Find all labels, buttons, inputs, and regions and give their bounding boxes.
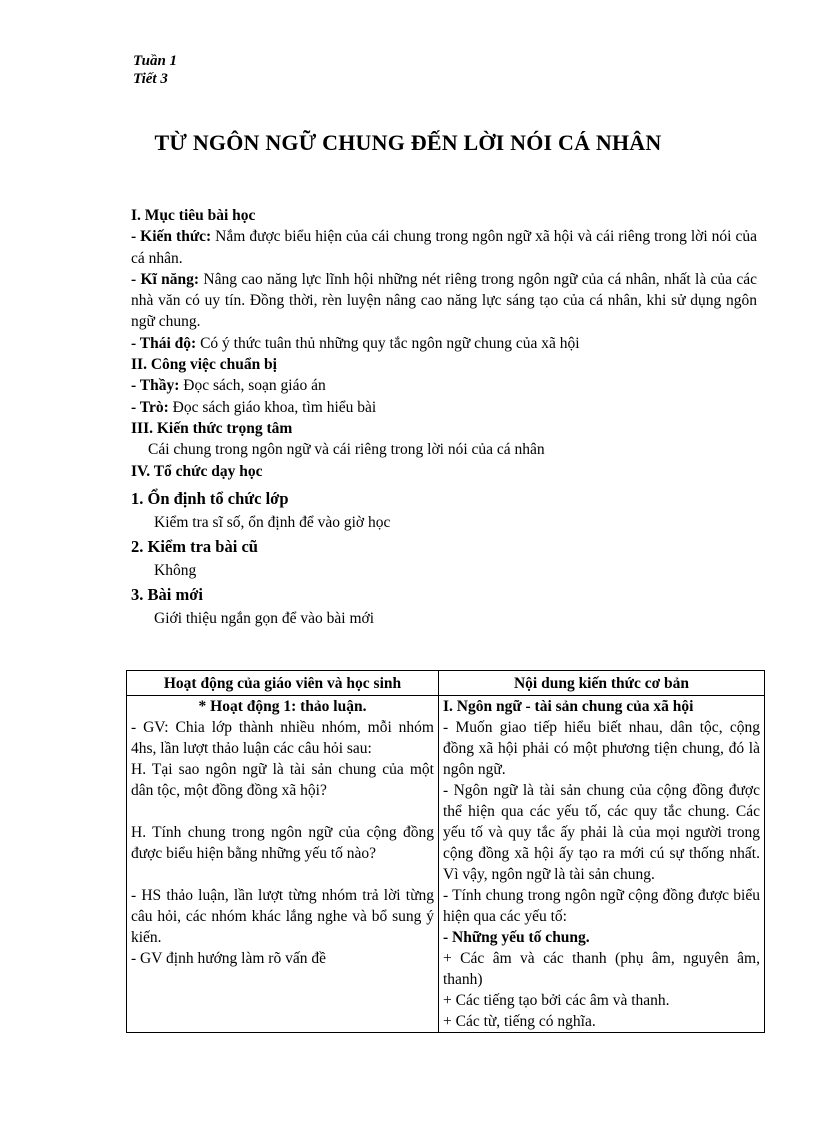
step2-heading: 2. Kiểm tra bài cũ <box>131 537 258 556</box>
lesson-header <box>133 52 177 88</box>
attitude-label: - Thái độ: <box>131 334 197 352</box>
objectives-heading: I. Mục tiêu bài học <box>131 207 256 224</box>
lesson-title: TỪ NGÔN NGỮ CHUNG ĐẾN LỜI NÓI CÁ NHÂN <box>154 130 662 155</box>
org-heading: IV. Tổ chức dạy học <box>131 462 263 480</box>
content-paragraph: + Các tiếng tạo bởi các âm và thanh. <box>443 992 670 1009</box>
teacher-label: - Thầy: <box>131 377 180 395</box>
activity-paragraph: - GV: Chia lớp thành nhiều nhóm, mỗi nhóm 4hs, lần lượt thảo luận các câu hỏi sau: <box>131 719 434 757</box>
teacher-text: Đọc sách, soạn giáo án <box>179 377 326 395</box>
teacher-item <box>131 375 757 396</box>
content-paragraph: - Ngôn ngữ là tài sản chung của cộng đồng được thể hiện qua các yếu tố, các quy tắc chung. Các yếu tố và quy tắc ấy phải là của mọi người trong cộng đồng xã hội ấy tạo ra mới cú sự thống nhất. Vì vậy, ngôn ngữ là tài sản chung. <box>443 782 760 883</box>
knowledge-item <box>131 226 757 269</box>
table-row <box>127 696 765 1033</box>
content-paragraph: - Muốn giao tiếp hiểu biết nhau, dân tộc, cộng đồng xã hội phải có một phương tiện chung, đó là ngôn ngữ. <box>443 719 760 778</box>
skills-label: - Kĩ năng: <box>131 270 200 288</box>
knowledge-text: Nắm được biểu hiện của cái chung trong ngôn ngữ xã hội và cái riêng trong lời nói của cá nhân. <box>131 228 757 267</box>
focus-heading: III. Kiến thức trọng tâm <box>131 419 293 437</box>
table-header-row <box>127 671 765 696</box>
content-paragraph: + Các từ, tiếng có nghĩa. <box>443 1013 596 1030</box>
step3-text: Giới thiệu ngắn gọn để vào bài mới <box>154 610 375 627</box>
content-subheading: - Những yếu tố chung. <box>443 929 590 946</box>
week-label: Tuần 1 <box>133 53 178 69</box>
activities-cell <box>127 696 439 1033</box>
lesson-table <box>126 670 765 1033</box>
table-header-content: Nội dung kiến thức cơ bản <box>439 671 765 696</box>
student-label: - Trò: <box>131 398 169 416</box>
step1-heading: 1. Ổn định tổ chức lớp <box>131 489 289 508</box>
table-header-activities: Hoạt động của giáo viên và học sinh <box>127 671 439 696</box>
content-paragraph: + Các âm và các thanh (phụ âm, nguyên âm, thanh) <box>443 950 760 988</box>
knowledge-label: - Kiến thức: <box>131 228 212 246</box>
content-heading: I. Ngôn ngữ - tài sản chung của xã hội <box>443 698 694 715</box>
activity-paragraph: H. Tính chung trong ngôn ngữ của cộng đồng được biểu hiện bằng những yếu tố nào? <box>131 824 434 862</box>
lesson-body <box>131 205 757 482</box>
step3-heading: 3. Bài mới <box>131 585 203 604</box>
focus-text: Cái chung trong ngôn ngữ và cái riêng trong lời nói của cá nhân <box>148 441 545 459</box>
activity-paragraph: - GV định hướng làm rõ vấn đề <box>131 950 326 967</box>
activity-title: * Hoạt động 1: thảo luận. <box>198 698 367 715</box>
content-cell <box>439 696 765 1033</box>
prep-heading: II. Công việc chuẩn bị <box>131 356 277 374</box>
step2-text: Không <box>154 562 197 579</box>
skills-item <box>131 269 757 333</box>
activity-paragraph: - HS thảo luận, lần lượt từng nhóm trả lời từng câu hỏi, các nhóm khác lắng nghe và bổ sung ý kiến. <box>131 887 434 946</box>
attitude-text: Có ý thức tuân thủ những quy tắc ngôn ngữ chung của xã hội <box>196 334 580 352</box>
activity-paragraph: H. Tại sao ngôn ngữ là tài sản chung của một dân tộc, một đồng đồng xã hội? <box>131 761 434 799</box>
attitude-item <box>131 333 757 354</box>
period-label: Tiết 3 <box>133 71 168 87</box>
student-text: Đọc sách giáo khoa, tìm hiểu bài <box>168 398 377 416</box>
skills-text: Nâng cao năng lực lĩnh hội những nét riêng trong ngôn ngữ của cá nhân, nhất là của các nhà văn có uy tín. Đồng thời, rèn luyện nâng cao năng lực sáng tạo của cá nhân, khi sử dụng ngôn ngữ chung. <box>131 270 757 331</box>
step1-text: Kiểm tra sĩ số, ổn định để vào giờ học <box>154 514 391 531</box>
lesson-steps <box>131 487 757 631</box>
student-item <box>131 397 757 418</box>
content-paragraph: - Tính chung trong ngôn ngữ cộng đồng được biểu hiện qua các yếu tố: <box>443 887 760 925</box>
